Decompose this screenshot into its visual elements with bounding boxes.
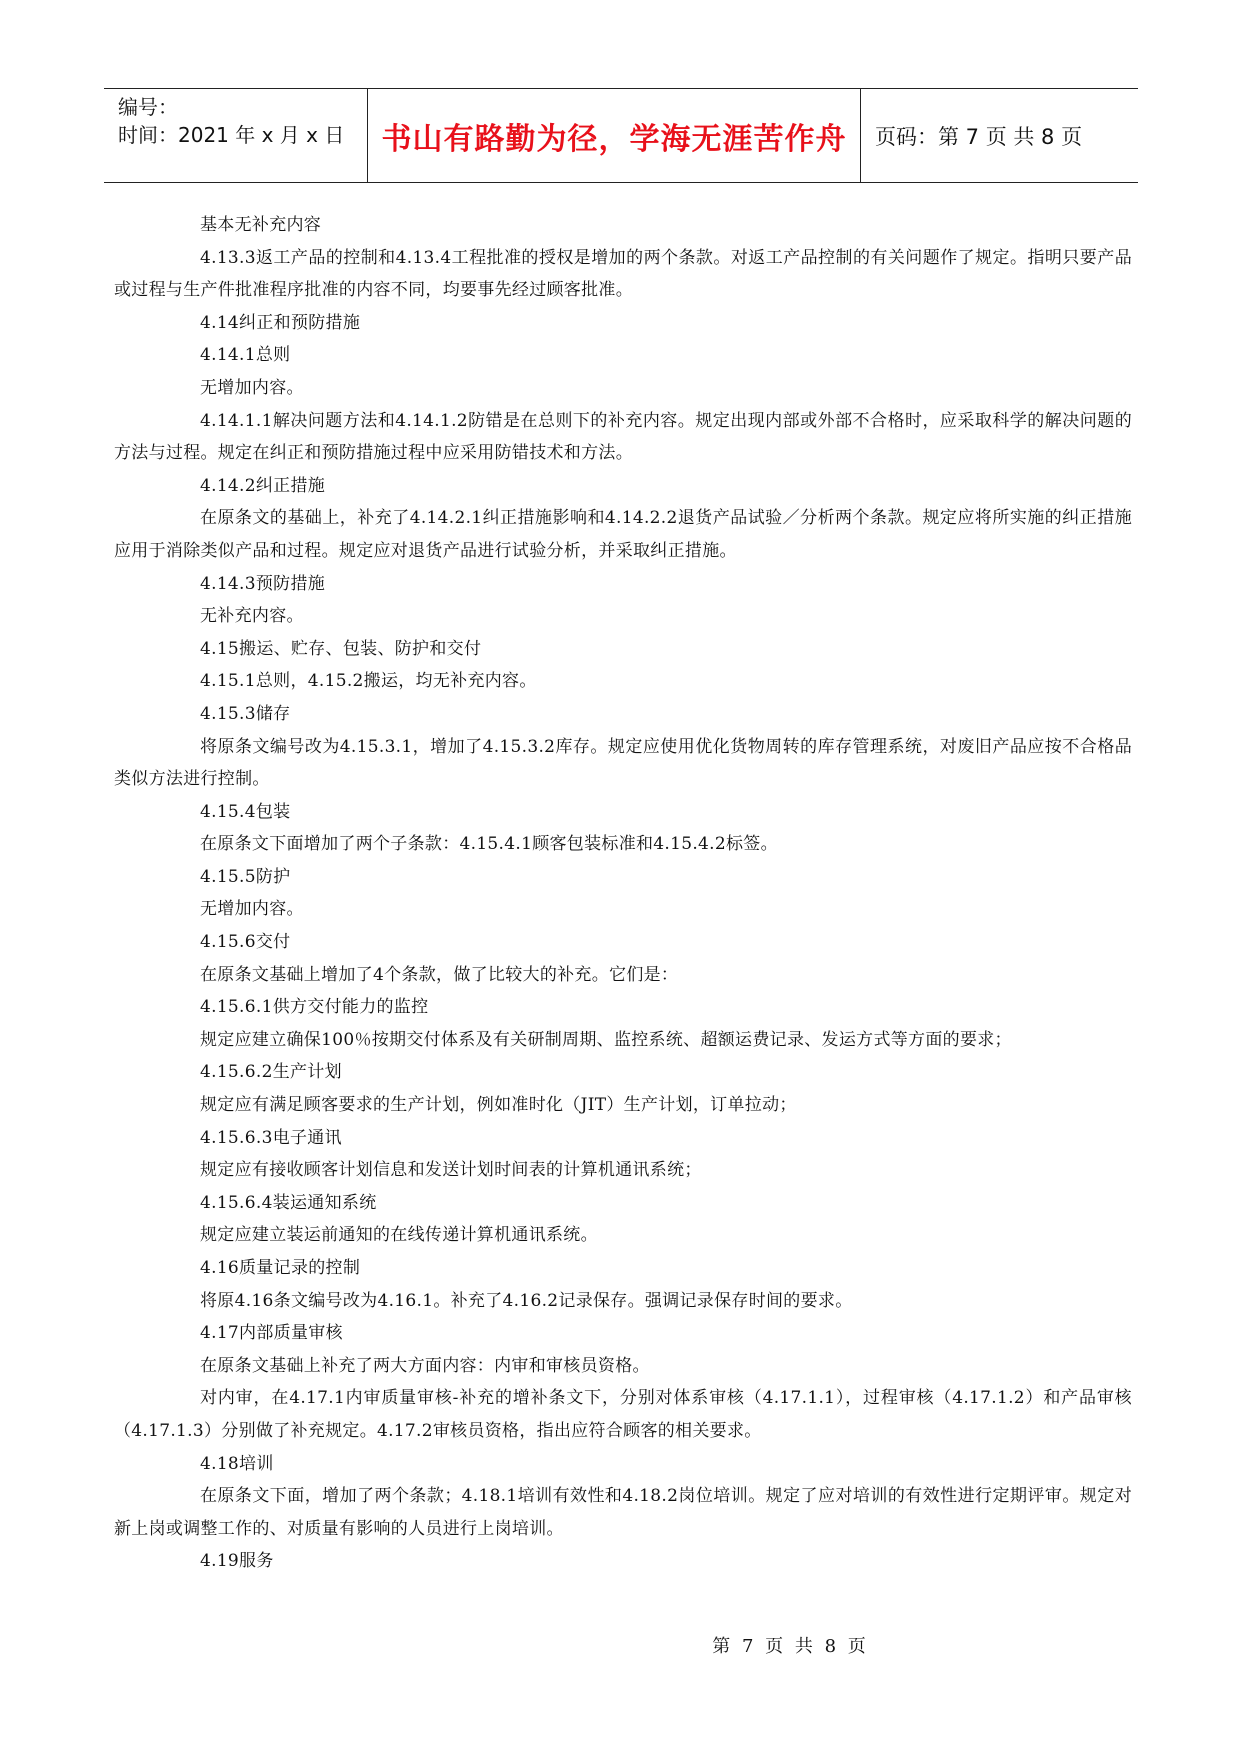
body-paragraph: 4.19服务 [200, 1551, 274, 1572]
body-paragraph: 4.16质量记录的控制 [200, 1258, 361, 1278]
body-paragraph: 4.14.2纠正措施 [200, 475, 326, 496]
body-paragraph: 4.14.3预防措施 [200, 573, 326, 594]
body-paragraph: 4.15.4包装 [200, 801, 291, 822]
body-paragraph: 4.15.3储存 [200, 703, 291, 724]
body-paragraph: 在原条文下面增加了两个子条款：4.15.4.1顾客包装标准和4.15.4.2标签。 [200, 834, 778, 855]
body-paragraph: 规定应建立确保100％按期交付体系及有关研制周期、监控系统、超额运费记录、发运方式等方面的要求； [200, 1029, 1012, 1050]
body-paragraph: 4.15.6交付 [200, 932, 291, 953]
header-page-label: 页码：第 7 页 共 8 页 [875, 124, 1083, 149]
body-paragraph: 4.15.6.2生产计划 [200, 1062, 342, 1083]
body-paragraph: 将原4.16条文编号改为4.16.1。补充了4.16.2记录保存。强调记录保存时间的要求。 [200, 1290, 853, 1311]
document-header [104, 88, 1138, 183]
body-paragraph: 4.14纠正和预防措施 [200, 312, 361, 333]
body-paragraph: 在原条文基础上补充了两大方面内容：内审和审核员资格。 [200, 1355, 650, 1376]
body-paragraph: 在原条文下面，增加了两个条款；4.18.1培训有效性和4.18.2岗位培训。规定了应对培训的有效性进行定期评审。规定对新上岗或调整工作的、对质量有影响的人员进行上岗培训。 [114, 1486, 1132, 1539]
body-paragraph: 4.18培训 [200, 1453, 274, 1474]
document-time-label: 时间：2021 年 x 月 x 日 [118, 123, 345, 147]
header-info-cell [104, 89, 368, 182]
body-paragraph: 对内审，在4.17.1内审质量审核-补充的增补条文下，分别对体系审核（4.17.1.1），过程审核（4.17.1.2）和产品审核（4.17.1.3）分别做了补充规定。4.17.2审核员资格，指出应符合顾客的相关要求。 [114, 1388, 1132, 1441]
body-paragraph: 基本无补充内容 [200, 215, 322, 235]
body-paragraph: 4.14.1.1解决问题方法和4.14.1.2防错是在总则下的补充内容。规定出现内部或外部不合格时，应采取科学的解决问题的方法与过程。规定在纠正和预防措施过程中应采用防错技术和方法。 [114, 410, 1132, 464]
body-paragraph: 4.13.3返工产品的控制和4.13.4工程批准的授权是增加的两个条款。对返工产品控制的有关问题作了规定。指明只要产品或过程与生产件批准程序批准的内容不同，均要事先经过顾客批准。 [114, 247, 1132, 301]
body-paragraph: 规定应建立装运前通知的在线传递计算机通讯系统。 [200, 1225, 598, 1246]
body-paragraph: 4.15.5防护 [200, 866, 291, 887]
page-footer: 第 7 页 共 8 页 [712, 1636, 869, 1657]
body-paragraph: 规定应有满足顾客要求的生产计划，例如准时化（JIT）生产计划，订单拉动； [200, 1095, 797, 1116]
body-paragraph: 将原条文编号改为4.15.3.1，增加了4.15.3.2库存。规定应使用优化货物周转的库存管理系统，对废旧产品应按不合格品类似方法进行控制。 [114, 736, 1132, 790]
body-paragraph: 4.14.1总则 [200, 345, 291, 366]
body-paragraph: 4.15.1总则，4.15.2搬运，均无补充内容。 [200, 671, 537, 692]
body-paragraph: 无补充内容。 [200, 606, 304, 627]
body-paragraph: 在原条文的基础上，补充了4.14.2.1纠正措施影响和4.14.2.2退货产品试验／分析两个条款。规定应将所实施的纠正措施应用于消除类似产品和过程。规定应对退货产品进行试验分析，并采取纠正措施。 [114, 508, 1132, 561]
body-paragraph: 4.17内部质量审核 [200, 1323, 343, 1344]
document-number-label: 编号： [118, 95, 178, 119]
body-paragraph: 4.15.6.4装运通知系统 [200, 1192, 377, 1213]
body-paragraph: 无增加内容。 [200, 377, 304, 398]
body-paragraph: 规定应有接收顾客计划信息和发送计划时间表的计算机通讯系统； [200, 1160, 702, 1181]
body-paragraph: 4.15搬运、贮存、包装、防护和交付 [200, 638, 482, 659]
body-paragraph: 无增加内容。 [200, 899, 304, 920]
document-body [114, 209, 1132, 1578]
body-paragraph: 在原条文基础上增加了4个条款，做了比较大的补充。它们是： [200, 964, 679, 985]
header-motto: 书山有路勤为径，学海无涯苦作舟 [368, 89, 861, 182]
body-paragraph: 4.15.6.3电子通讯 [200, 1127, 342, 1148]
body-paragraph: 4.15.6.1供方交付能力的监控 [200, 997, 429, 1018]
